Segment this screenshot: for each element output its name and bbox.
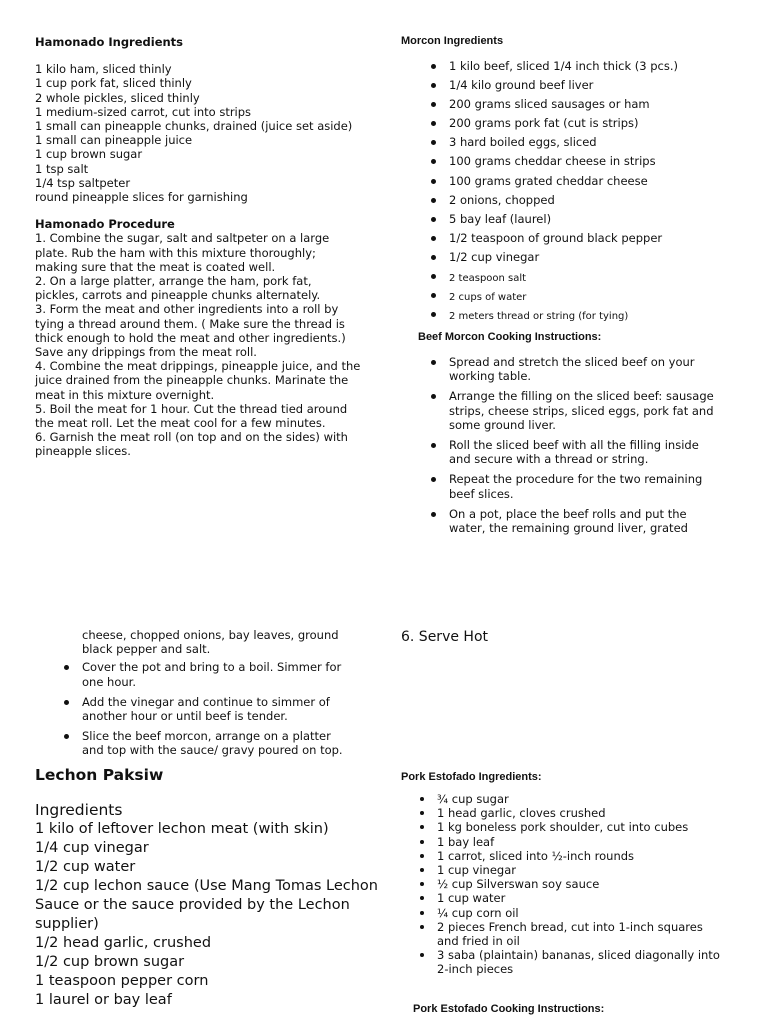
ingredient-line: Sauce or the sauce provided by the Lechon [35,897,350,913]
hamonado-ingredients-list [35,62,380,204]
list-item: Roll the sliced beef with all the filling inside and secure with a thread or string. [431,438,751,466]
continued-line: black pepper and salt. [82,642,211,657]
ingredient-line: 1 teaspoon pepper corn [35,973,209,989]
list-item: On a pot, place the beef rolls and put the water, the remaining ground liver, grated [431,507,751,535]
list-item: 2 pieces French bread, cut into 1-inch squares and fried in oil [419,920,751,948]
procedure-line: tying a thread around them. ( Make sure the thread is [35,316,345,331]
list-item: 100 grams cheddar cheese in strips [431,154,751,168]
procedure-line: making sure that the meat is coated well. [35,259,276,274]
procedure-line: thick enough to hold the meat and other ingredients.) [35,330,346,345]
lechon-ingredients-title: Ingredients [35,801,123,819]
ingredient-line: 1 laurel or bay leaf [35,992,172,1008]
ingredient-line: 1/2 head garlic, crushed [35,935,212,951]
list-item: Add the vinegar and continue to simmer of another hour or until beef is tender. [64,695,374,723]
ingredient-line: round pineapple slices for garnishing [35,190,248,205]
continued-line: cheese, chopped onions, bay leaves, ground [82,628,339,642]
ingredient-line: 1 medium-sized carrot, cut into strips [35,104,252,119]
ingredient-line: 1 small can pineapple juice [35,133,193,148]
morcon-ingredients-list [431,59,751,264]
list-item: ¼ cup corn oil [419,906,751,920]
hamonado-ingredients-title: Hamonado Ingredients [35,35,184,49]
list-item: Slice the beef morcon, arrange on a platter and top with the sauce/ gravy poured on top. [64,729,374,757]
list-item: 1 carrot, sliced into ½-inch rounds [419,849,751,863]
list-item: 1 head garlic, cloves crushed [419,806,751,820]
list-item: 3 hard boiled eggs, sliced [431,135,751,149]
estofado-ingredients-title: Pork Estofado Ingredients: [401,771,542,783]
list-item: 1/2 teaspoon of ground black pepper [431,231,751,245]
morcon-instructions-title: Beef Morcon Cooking Instructions: [418,331,602,344]
procedure-line: Save any drippings from the meat roll. [35,345,257,360]
ingredient-line: 1/2 cup lechon sauce (Use Mang Tomas Lechon [35,878,378,894]
morcon-ingredients-title: Morcon Ingredients [401,35,504,47]
procedure-line: meat in this mixture overnight. [35,387,215,402]
list-item: Repeat the procedure for the two remaining beef slices. [431,472,751,500]
morcon-ingredients-small-list [431,269,751,326]
list-item: 5 bay leaf (laurel) [431,212,751,226]
hamonado-procedure-title: Hamonado Procedure [35,217,175,232]
list-item: 1 cup vinegar [419,863,751,877]
ingredient-line: 1 cup pork fat, sliced thinly [35,76,192,91]
list-item: Arrange the filling on the sliced beef: sausage strips, cheese strips, sliced eggs, pork fat and some ground liver. [431,389,751,432]
ingredient-line: 1/2 cup water [35,859,136,875]
procedure-line: pickles, carrots and pineapple chunks alternately. [35,288,321,303]
procedure-line: pineapple slices. [35,444,131,459]
list-item: Spread and stretch the sliced beef on your working table. [431,355,751,383]
ingredient-line: 1 tsp salt [35,161,89,176]
list-item: 1 kg boneless pork shoulder, cut into cubes [419,820,751,834]
list-item: 3 saba (plaintain) bananas, sliced diagonally into 2-inch pieces [419,948,751,976]
list-item: 1 cup water [419,891,751,905]
ingredient-line: 1 small can pineapple chunks, drained (juice set aside) [35,119,353,134]
list-item: 200 grams pork fat (cut is strips) [431,116,751,130]
procedure-line: the meat roll. Let the meat cool for a few minutes. [35,416,326,431]
procedure-line: juice drained from the pineapple chunks. Marinate the [35,373,349,388]
morcon-continued-section [64,628,374,764]
ingredient-line: 2 whole pickles, sliced thinly [35,90,200,105]
ingredient-line: 1/4 tsp saltpeter [35,175,131,190]
lechon-ingredients-list [35,820,385,1010]
procedure-line: 6. Garnish the meat roll (on top and on the sides) with [35,430,348,445]
procedure-line: plate. Rub the ham with this mixture thoroughly; [35,245,316,260]
hamonado-section [35,35,380,459]
procedure-line: 5. Boil the meat for 1 hour. Cut the thread tied around [35,401,348,416]
morcon-continued-text [64,628,374,656]
lechon-title: Lechon Paksiw [35,766,164,784]
procedure-line: 3. Form the meat and other ingredients into a roll by [35,302,339,317]
list-item: ½ cup Silverswan soy sauce [419,877,751,891]
list-item: 100 grams grated cheddar cheese [431,174,751,188]
list-item: 1 kilo beef, sliced 1/4 inch thick (3 pcs.) [431,59,751,73]
hamonado-procedure-text [35,231,380,458]
procedure-line: 1. Combine the sugar, salt and saltpeter on a large [35,231,330,246]
morcon-section [401,35,751,541]
list-item: 1/4 kilo ground beef liver [431,78,751,92]
list-item: 2 meters thread or string (for tying) [431,307,751,326]
morcon-continued-list [64,660,374,757]
morcon-instructions-list [431,355,751,535]
ingredient-line: 1/4 cup vinegar [35,840,149,856]
procedure-line: 4. Combine the meat drippings, pineapple juice, and the [35,359,361,374]
list-item: Cover the pot and bring to a boil. Simmer for one hour. [64,660,374,688]
ingredient-line: 1 kilo ham, sliced thinly [35,62,172,77]
list-item: 2 onions, chopped [431,193,751,207]
list-item: 2 teaspoon salt [431,269,751,288]
procedure-line: 2. On a large platter, arrange the ham, pork fat, [35,274,312,289]
list-item: 200 grams sliced sausages or ham [431,97,751,111]
estofado-ingredients-list [419,792,751,977]
list-item: 1/2 cup vinegar [431,250,751,264]
ingredient-line: supplier) [35,916,99,932]
lechon-section [35,766,385,1010]
list-item: ¾ cup sugar [419,792,751,806]
estofado-instructions-title: Pork Estofado Cooking Instructions: [413,1002,605,1015]
list-item: 2 cups of water [431,288,751,307]
list-item: 1 bay leaf [419,835,751,849]
ingredient-line: 1/2 cup brown sugar [35,954,185,970]
morcon-serve-step: 6. Serve Hot [401,629,488,645]
ingredient-line: 1 kilo of leftover lechon meat (with skin) [35,821,329,837]
ingredient-line: 1 cup brown sugar [35,147,143,162]
estofado-section [401,771,751,1015]
